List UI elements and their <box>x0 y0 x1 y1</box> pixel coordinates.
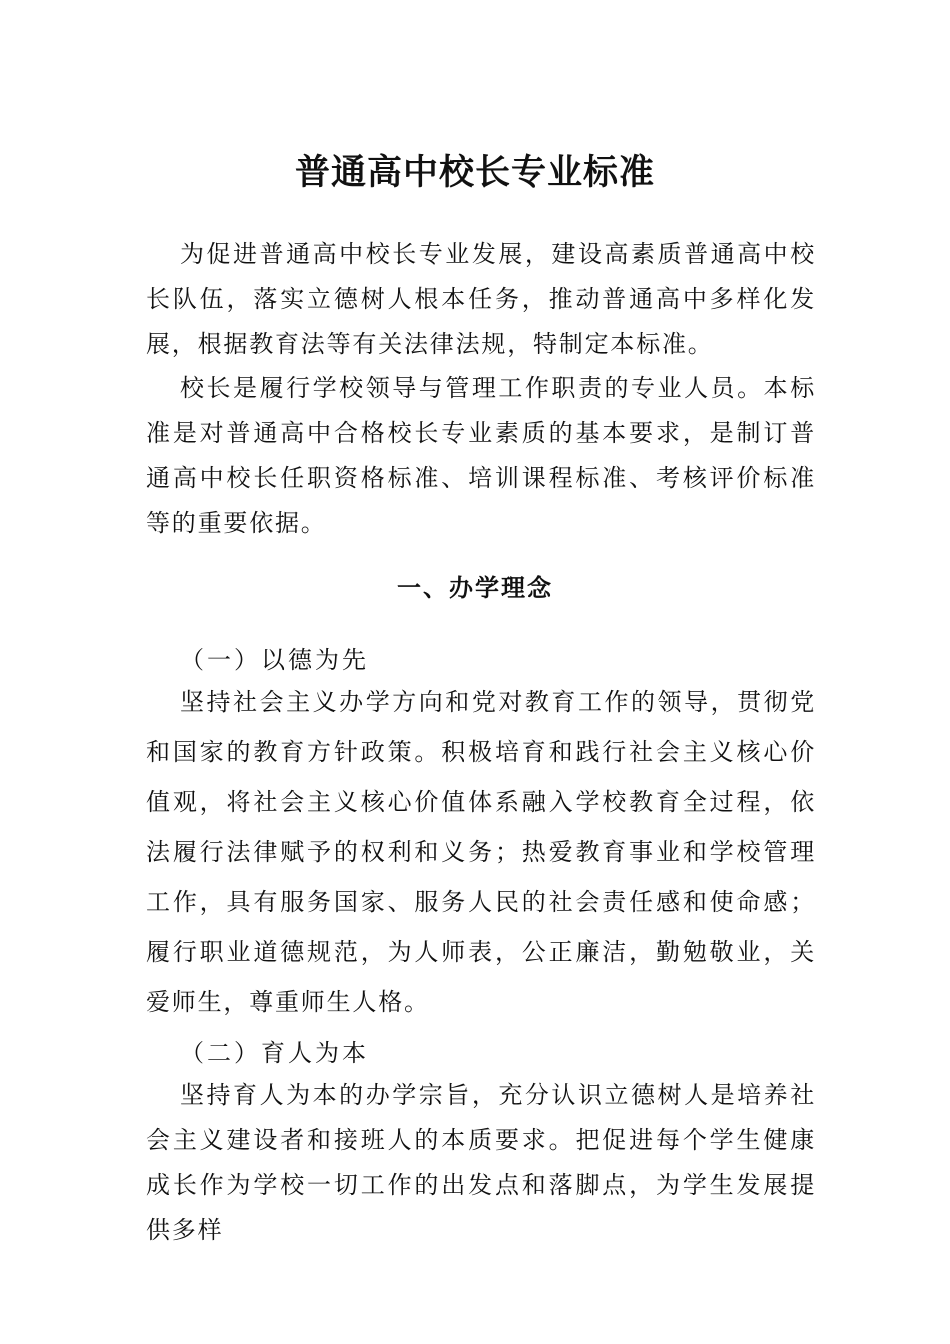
body-paragraph: 坚持育人为本的办学宗旨，充分认识立德树人是培养社会主义建设者和接班人的本质要求。把促进每个学生健康成长作为学校一切工作的出发点和落脚点，为学生发展提供多样 <box>146 1081 816 1244</box>
subsection-heading: （一）以德为先 <box>180 646 369 674</box>
subsection-heading: （二）育人为本 <box>180 1039 369 1067</box>
intro-paragraph: 为促进普通高中校长专业发展，建设高素质普通高中校长队伍，落实立德树人根本任务，推动普通高中多样化发展，根据教育法等有关法律法规，特制定本标准。 <box>146 240 816 358</box>
body-paragraph: 坚持社会主义办学方向和党对教育工作的领导，贯彻党和国家的教育方针政策。积极培育和践行社会主义核心价值观，将社会主义核心价值体系融入学校教育全过程，依法履行法律赋予的权利和义务；热爱教育事业和学校管理工作，具有服务国家、服务人民的社会责任感和使命感；履行职业道德规范，为人师表，公正廉洁，勤勉敬业，关爱师生，尊重师生人格。 <box>146 688 816 1016</box>
section-heading: 一、办学理念 <box>397 574 553 602</box>
intro-paragraph: 校长是履行学校领导与管理工作职责的专业人员。本标准是对普通高中合格校长专业素质的基本要求，是制订普通高中校长任职资格标准、培训课程标准、考核评价标准等的重要依据。 <box>146 374 816 537</box>
document-title: 普通高中校长专业标准 <box>294 152 655 193</box>
